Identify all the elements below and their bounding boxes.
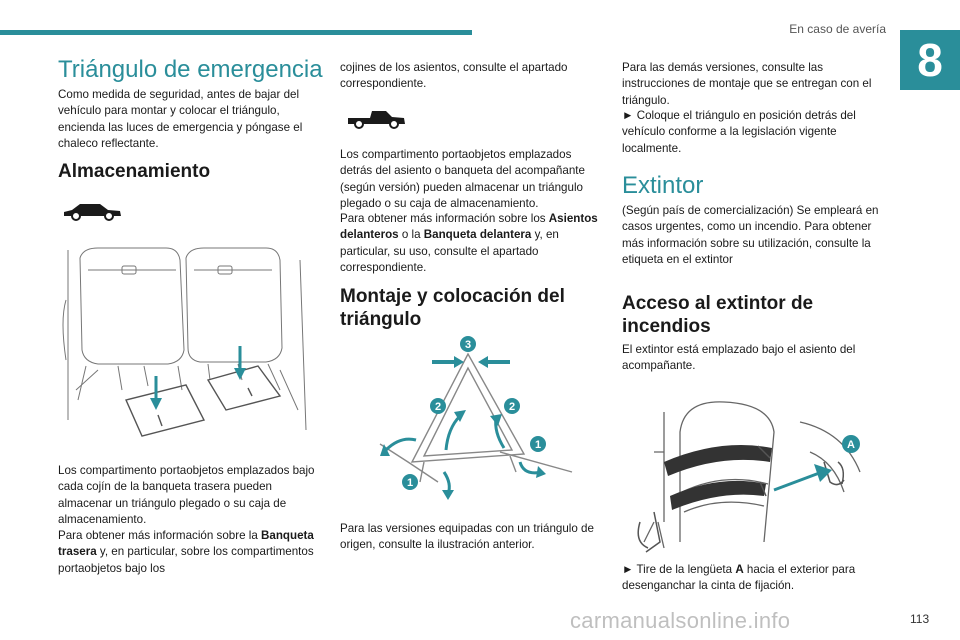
pickup-car-icon bbox=[346, 106, 408, 130]
section-header: En caso de avería bbox=[789, 22, 886, 36]
front-storage-paragraph: Los compartimento portaobjetos emplazados detrás del asiento o banqueta del acompañante (según versión) pueden almacenar un triángulo plegado o su caja de almacenamiento. bbox=[340, 148, 585, 211]
chapter-badge: 8 bbox=[900, 30, 960, 90]
step-marker-2-left: 2 bbox=[434, 401, 442, 413]
sedan-car-icon bbox=[62, 198, 124, 222]
pull-tab-instruction: ► Tire de la lengüeta A hacia el exterior para desenganchar la cinta de fijación. bbox=[622, 563, 856, 593]
storage-paragraph-2: Para obtener más información sobre la Banqueta trasera y, en particular, sobre los compartimentos portaobjetos bajo los bbox=[58, 529, 314, 575]
step-marker-2-right: 2 bbox=[508, 401, 516, 413]
front-seats-paragraph: Para obtener más información sobre los Asientos delanteros o la Banqueta delantera y, en particular, su uso, consulte el apartado correspondiente. bbox=[340, 212, 598, 275]
step-marker-1-right: 1 bbox=[534, 439, 542, 451]
marker-a: A bbox=[847, 439, 855, 451]
extinguisher-illustration bbox=[624, 392, 874, 557]
place-triangle-bullet: ► Coloque el triángulo en posición detrás del vehículo conforme a la legislación vigente localmente. bbox=[622, 109, 856, 155]
equipped-paragraph: Para las versiones equipadas con un triángulo de origen, consulte la ilustración anterior. bbox=[340, 522, 594, 552]
watermark: carmanualsonline.info bbox=[570, 608, 791, 633]
triangle-assembly-illustration bbox=[360, 332, 590, 502]
page-number: 113 bbox=[910, 612, 930, 626]
step-marker-3: 3 bbox=[464, 339, 472, 351]
triangle-intro: Como medida de seguridad, antes de bajar del vehículo para montar y colocar el triángulo, encienda las luces de emergencia y póngase el chaleco reflectante. bbox=[58, 88, 303, 151]
mount-heading: Montaje y colocación del triángulo bbox=[340, 286, 565, 330]
extintor-title: Extintor bbox=[622, 172, 704, 199]
access-heading: Acceso al extintor de incendios bbox=[622, 293, 814, 337]
triangle-title: Triángulo de emergencia bbox=[58, 56, 323, 83]
storage-paragraph-1: Los compartimento portaobjetos emplazados bajo cada cojín de la banqueta trasera pueden almacenar un triángulo plegado o su caja de almacenamiento. bbox=[58, 464, 315, 527]
extintor-paragraph: (Según país de comercialización) Se empleará en casos urgentes, como un incendio. Para obtener más información sobre su utilización, consulte la etiqueta en el extintor bbox=[622, 204, 879, 267]
storage-continued: cojines de los asientos, consulte el apartado correspondiente. bbox=[340, 61, 568, 91]
step-marker-1-left: 1 bbox=[406, 477, 414, 489]
top-accent-bar bbox=[0, 30, 472, 35]
access-paragraph: El extintor está emplazado bajo el asiento del acompañante. bbox=[622, 343, 856, 373]
rear-bench-illustration bbox=[58, 240, 313, 455]
other-versions-paragraph: Para las demás versiones, consulte las instrucciones de montaje que se entregan con el triángulo. bbox=[622, 61, 872, 107]
storage-heading: Almacenamiento bbox=[58, 161, 211, 182]
